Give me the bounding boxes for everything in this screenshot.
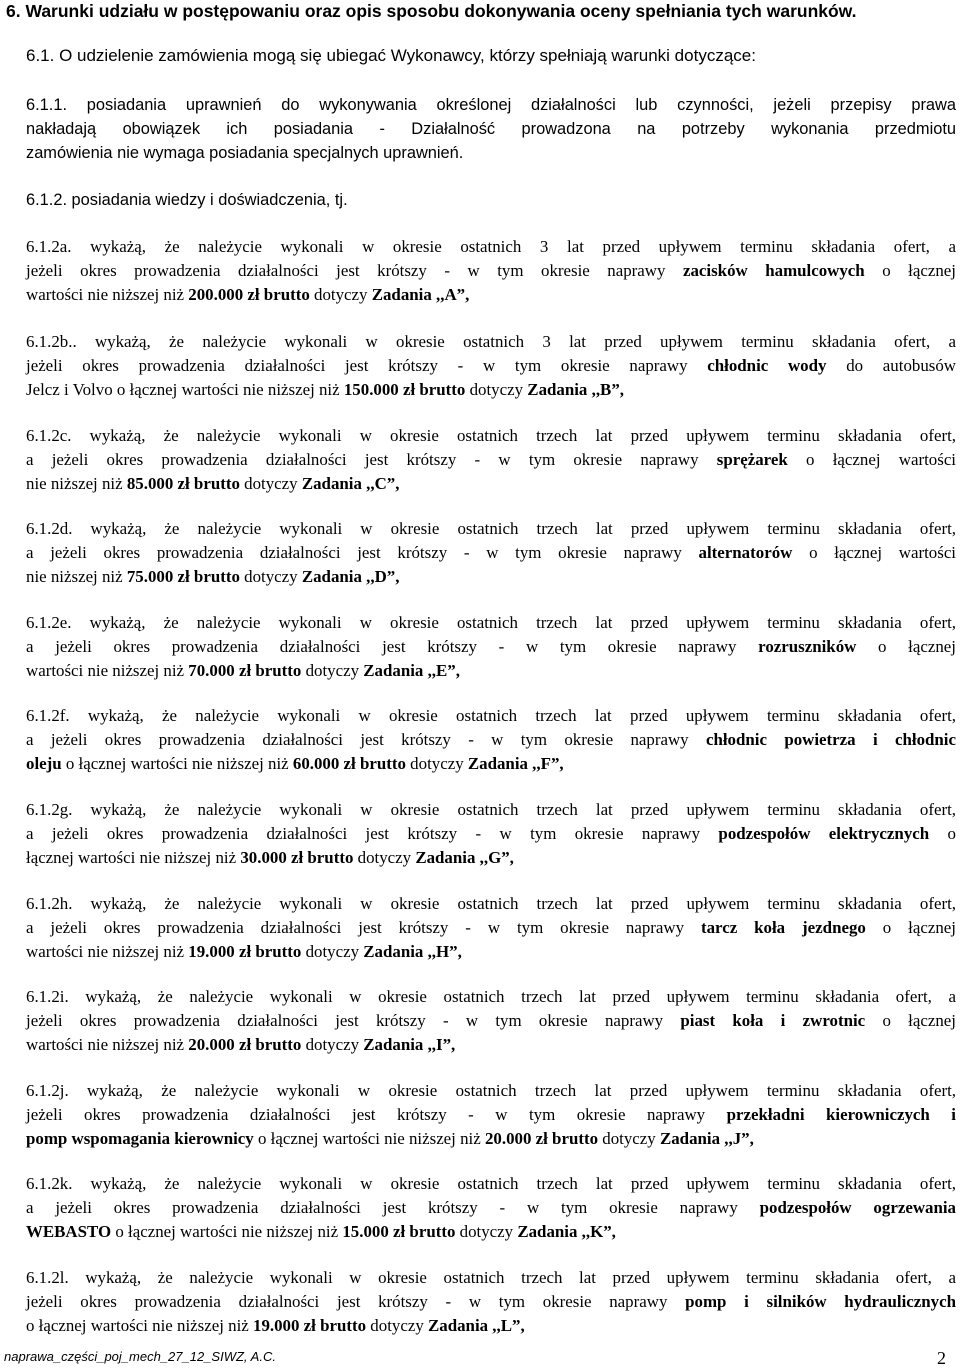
text-run: o łącznej wartości nie niższej niż	[111, 1222, 343, 1241]
text-run: chłodnic powietrza i chłodnic	[705, 730, 957, 749]
text-run: jeżeli okres prowadzenia działalności jest krótszy - w tym okresie naprawy	[26, 1105, 727, 1124]
amount: 15.000 zł brutto	[342, 1222, 456, 1241]
task-label: Zadania ,,E”,	[363, 661, 460, 680]
task-label: Zadania ,,L”,	[428, 1316, 525, 1335]
item-line: 6.1.2h. wykażą, że należycie wykonali w okresie ostatnich trzech lat przed upływem terminu składania ofert,	[26, 894, 956, 913]
task-label: Zadania ,,J”,	[659, 1129, 754, 1148]
paragraph-line: 6.1.1. posiadania uprawnień do wykonywania określonej działalności lub czynności, jeżeli przepisy prawa	[26, 96, 956, 114]
item-line	[26, 541, 956, 565]
text-run: o łącznej wartości	[792, 543, 957, 562]
item-line	[26, 846, 956, 870]
text-run: o łącznej	[856, 637, 956, 656]
item-line: 6.1.2k. wykażą, że należycie wykonali w okresie ostatnich trzech lat przed upływem terminu składania ofert,	[26, 1174, 956, 1193]
text-run: a jeżeli okres prowadzenia działalności jest krótszy - w tym okresie naprawy	[26, 824, 719, 843]
task-label: Zadania ,,D”,	[301, 567, 400, 586]
text-run: jeżeli okres prowadzenia działalności jest krótszy - w tym okresie naprawy	[26, 356, 708, 375]
text-run: oleju	[26, 754, 62, 773]
text-run: wartości nie niższej niż	[26, 1035, 189, 1054]
item-line	[26, 259, 956, 283]
item-line: 6.1.2e. wykażą, że należycie wykonali w okresie ostatnich trzech lat przed upływem terminu składania ofert,	[26, 613, 956, 632]
item-line: 6.1.2f. wykażą, że należycie wykonali w okresie ostatnich trzech lat przed upływem terminu składania ofert,	[26, 706, 956, 725]
text-run: podzespołów elektrycznych	[718, 824, 930, 843]
text-run: Jelcz i Volvo o łącznej wartości nie niższej niż	[26, 380, 344, 399]
text-run: dotyczy	[309, 285, 372, 304]
item-line	[26, 378, 956, 402]
text-run: WEBASTO	[26, 1222, 112, 1241]
task-label: Zadania ,,C”,	[301, 474, 400, 493]
task-label: Zadania ,,B”,	[527, 380, 624, 399]
item-line	[26, 1127, 956, 1151]
amount: 20.000 zł brutto	[484, 1129, 599, 1148]
text-run: a jeżeli okres prowadzenia działalności jest krótszy - w tym okresie naprawy	[26, 637, 759, 656]
item-6-1-2f	[26, 704, 956, 776]
paragraph-6-1-2	[26, 188, 956, 212]
text-run: podzespołów ogrzewania	[759, 1198, 956, 1217]
amount: 85.000 zł brutto	[126, 474, 240, 493]
item-line	[26, 635, 956, 659]
amount: 19.000 zł brutto	[188, 942, 302, 961]
text-run: dotyczy	[465, 380, 528, 399]
amount: 70.000 zł brutto	[188, 661, 302, 680]
text-run: o łącznej wartości nie niższej niż	[253, 1129, 485, 1148]
text-run: rozruszników	[758, 637, 857, 656]
text-run: dotyczy	[239, 567, 302, 586]
task-label: Zadania ,,K”,	[517, 1222, 616, 1241]
amount: 30.000 zł brutto	[240, 848, 354, 867]
text-run: a jeżeli okres prowadzenia działalności jest krótszy - w tym okresie naprawy	[26, 918, 701, 937]
item-line	[26, 1196, 956, 1220]
task-label: Zadania ,,I”,	[363, 1035, 456, 1054]
item-line	[26, 1103, 956, 1127]
item-line	[26, 283, 956, 307]
section-heading: 6. Warunki udziału w postępowaniu oraz opis sposobu dokonywania oceny spełniania tych warunków.	[6, 1, 857, 21]
amount: 60.000 zł brutto	[292, 754, 406, 773]
text-run: zacisków hamulcowych	[682, 261, 865, 280]
text-run: sprężarek	[716, 450, 788, 469]
text-run: a jeżeli okres prowadzenia działalności jest krótszy - w tym okresie naprawy	[26, 450, 717, 469]
text-run: dotyczy	[301, 1035, 364, 1054]
item-line: 6.1.2d. wykażą, że należycie wykonali w okresie ostatnich trzech lat przed upływem terminu składania ofert,	[26, 519, 956, 538]
item-6-1-2d	[26, 517, 956, 589]
text-run: alternatorów	[698, 543, 793, 562]
text-run: nie niższej niż	[26, 474, 127, 493]
text-run: o łącznej wartości nie niższej niż	[26, 1316, 253, 1335]
paragraph-6-1-1	[26, 93, 956, 165]
text-run: przekładni kierowniczych i	[726, 1105, 956, 1124]
amount: 75.000 zł brutto	[126, 567, 240, 586]
item-line	[26, 1033, 956, 1057]
task-label: Zadania ,,A”,	[371, 285, 470, 304]
text-run: nie niższej niż	[26, 567, 127, 586]
text-run: łącznej wartości nie niższej niż	[26, 848, 241, 867]
text-run: jeżeli okres prowadzenia działalności jest krótszy - w tym okresie naprawy	[26, 1011, 681, 1030]
item-line	[26, 752, 956, 776]
item-6-1-2h	[26, 892, 956, 964]
text-run: dotyczy	[366, 1316, 428, 1335]
item-line: 6.1.2a. wykażą, że należycie wykonali w okresie ostatnich 3 lat przed upływem terminu składania ofert, a	[26, 237, 956, 256]
item-line: 6.1.2j. wykażą, że należycie wykonali w okresie ostatnich trzech lat przed upływem terminu składania ofert,	[26, 1081, 956, 1100]
text-run: a jeżeli okres prowadzenia działalności jest krótszy - w tym okresie naprawy	[26, 730, 706, 749]
text-run: jeżeli okres prowadzenia działalności jest krótszy - w tym okresie naprawy	[26, 261, 683, 280]
amount: 150.000 zł brutto	[343, 380, 466, 399]
subsection-heading: 6.1. O udzielenie zamówienia mogą się ubiegać Wykonawcy, którzy spełniają warunki dotyczące:	[26, 46, 756, 65]
text-run: dotyczy	[301, 661, 364, 680]
item-line: 6.1.2g. wykażą, że należycie wykonali w okresie ostatnich trzech lat przed upływem terminu składania ofert,	[26, 800, 956, 819]
task-label: Zadania ,,H”,	[363, 942, 462, 961]
item-line	[26, 728, 956, 752]
text-run: dotyczy	[239, 474, 302, 493]
text-run: o łącznej	[865, 1011, 956, 1030]
item-line: 6.1.2c. wykażą, że należycie wykonali w okresie ostatnich trzech lat przed upływem terminu składania ofert,	[26, 426, 956, 445]
item-line	[26, 1220, 956, 1244]
text-run: o łącznej wartości	[787, 450, 957, 469]
text-run: dotyczy	[353, 848, 416, 867]
item-line	[26, 448, 956, 472]
text-run: o łącznej wartości nie niższej niż	[61, 754, 293, 773]
item-line: 6.1.2l. wykażą, że należycie wykonali w okresie ostatnich trzech lat przed upływem terminu składania ofert, a	[26, 1268, 956, 1287]
text-run: do autobusów	[826, 356, 956, 375]
item-6-1-2i	[26, 985, 956, 1057]
item-6-1-2k	[26, 1172, 956, 1244]
item-line	[26, 565, 956, 589]
paragraph-line: zamówienia nie wymaga posiadania specjalnych uprawnień.	[26, 144, 464, 162]
text-run: pomp wspomagania kierownicy	[26, 1129, 254, 1148]
item-line	[26, 822, 956, 846]
task-label: Zadania ,,G”,	[415, 848, 514, 867]
text-run: jeżeli okres prowadzenia działalności jest krótszy - w tym okresie naprawy	[26, 1292, 686, 1311]
page-number: 2	[937, 1348, 946, 1368]
item-6-1-2c	[26, 424, 956, 496]
text-run: a jeżeli okres prowadzenia działalności jest krótszy - w tym okresie naprawy	[26, 1198, 760, 1217]
text-run: piast koła i zwrotnic	[680, 1011, 866, 1030]
text-run: o	[929, 824, 956, 843]
amount: 20.000 zł brutto	[188, 1035, 302, 1054]
item-line	[26, 940, 956, 964]
item-line	[26, 1009, 956, 1033]
item-6-1-2l	[26, 1266, 956, 1338]
text-run: a jeżeli okres prowadzenia działalności jest krótszy - w tym okresie naprawy	[26, 543, 699, 562]
text-run: wartości nie niższej niż	[26, 942, 189, 961]
item-line	[26, 659, 956, 683]
text-run: tarcz koła jezdnego	[700, 918, 866, 937]
item-6-1-2b	[26, 330, 956, 402]
text-run: chłodnic wody	[707, 356, 827, 375]
text-run: dotyczy	[598, 1129, 660, 1148]
amount: 200.000 zł brutto	[188, 285, 310, 304]
item-6-1-2a	[26, 235, 956, 307]
footer-filename: naprawa_części_poj_mech_27_12_SIWZ, A.C.	[4, 1349, 276, 1364]
item-line	[26, 472, 956, 496]
item-6-1-2j	[26, 1079, 956, 1151]
task-label: Zadania ,,F”,	[467, 754, 564, 773]
text-run: dotyczy	[301, 942, 364, 961]
item-line: 6.1.2i. wykażą, że należycie wykonali w okresie ostatnich trzech lat przed upływem terminu składania ofert, a	[26, 987, 956, 1006]
text-run: dotyczy	[455, 1222, 518, 1241]
item-line	[26, 1314, 956, 1338]
paragraph-line: 6.1.2. posiadania wiedzy i doświadczenia, tj.	[26, 191, 348, 209]
paragraph-line: nakładają obowiązek ich posiadania - Działalność prowadzona na potrzeby wykonania przedmiotu	[26, 120, 956, 138]
item-line	[26, 354, 956, 378]
item-line	[26, 1290, 956, 1314]
item-line: 6.1.2b.. wykażą, że należycie wykonali w okresie ostatnich 3 lat przed upływem terminu składania ofert, a	[26, 332, 956, 351]
text-run: pomp i silników hydraulicznych	[685, 1292, 956, 1311]
text-run: o łącznej	[864, 261, 956, 280]
item-6-1-2e	[26, 611, 956, 683]
text-run: dotyczy	[405, 754, 468, 773]
item-line	[26, 916, 956, 940]
amount: 19.000 zł brutto	[253, 1316, 367, 1335]
text-run: wartości nie niższej niż	[26, 285, 189, 304]
text-run: wartości nie niższej niż	[26, 661, 189, 680]
text-run: o łącznej	[865, 918, 956, 937]
item-6-1-2g	[26, 798, 956, 870]
